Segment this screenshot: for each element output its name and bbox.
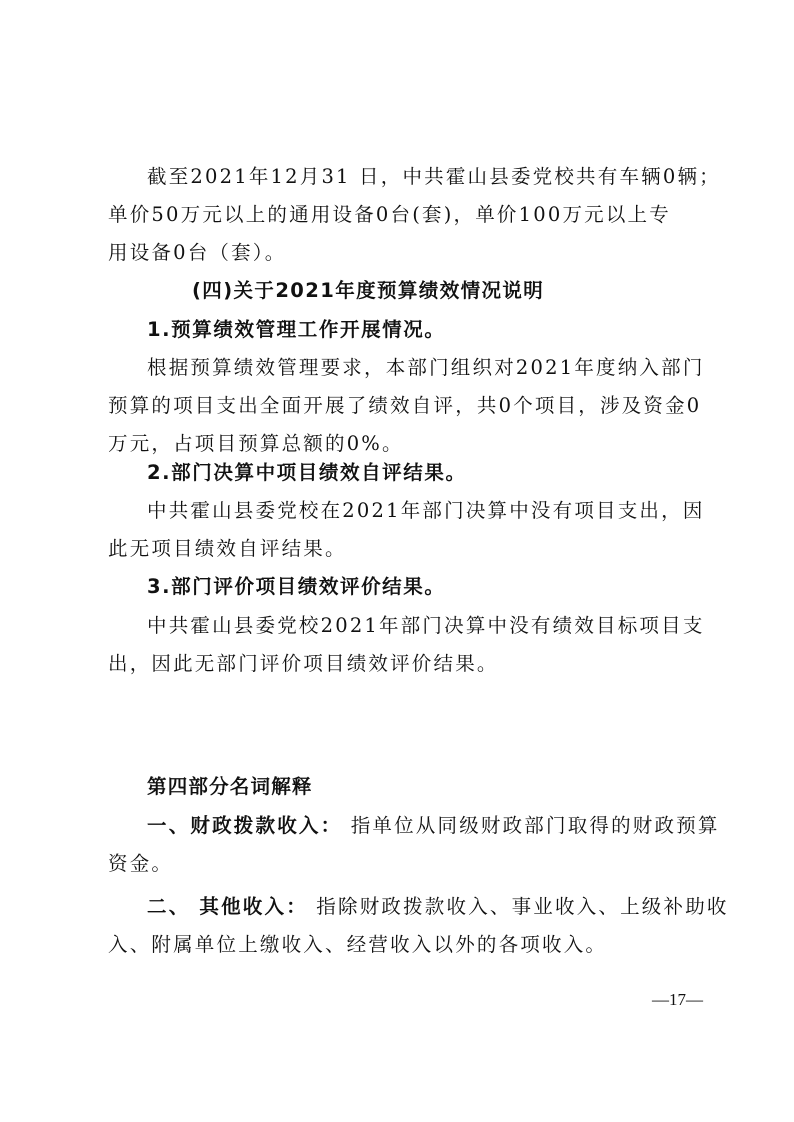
term-2-continuation: 入、附属单位上缴收入、经营收入以外的各项收入。 — [108, 933, 608, 956]
term-2-name: 二、 其他收入： — [147, 895, 308, 918]
item3-title: 3.部门评价项目绩效评价结果。 — [147, 575, 446, 598]
item2-title: 2.部门决算中项目绩效自评结果。 — [147, 461, 467, 484]
section-title: 第四部分名词解释 — [147, 775, 313, 798]
item3-line-2: 出，因此无部门评价项目绩效评价结果。 — [108, 652, 499, 675]
item2-line-2: 此无项目绩效自评结果。 — [108, 537, 347, 560]
item1-line-1: 根据预算绩效管理要求，本部门组织对2021年度纳入部门 — [147, 356, 705, 379]
term-2-definition: 指除财政拨款收入、事业收入、上级补助收 — [307, 895, 729, 918]
item1-line-3: 万元，占项目预算总额的0%。 — [108, 432, 404, 455]
item1-title: 1.预算绩效管理工作开展情况。 — [147, 318, 446, 341]
glossary-term-1 — [147, 807, 720, 845]
item3-line-1: 中共霍山县委党校2021年部门决算中没有绩效目标项目支 — [147, 614, 705, 637]
vehicles-line-2: 单价50万元以上的通用设备0台(套)，单价100万元以上专 — [108, 203, 671, 226]
page-number: —17— — [652, 990, 703, 1009]
term-1-name: 一、财政拨款收入： — [147, 814, 343, 837]
term-1-definition: 指单位从同级财政部门取得的财政预算 — [342, 814, 720, 837]
glossary-term-2 — [147, 888, 729, 926]
term-1-continuation: 资金。 — [108, 852, 174, 875]
vehicles-line-1: 截至2021年12月31 日，中共霍山县委党校共有车辆0辆； — [147, 165, 721, 188]
vehicles-line-3: 用设备0台（套）。 — [108, 241, 287, 264]
item2-line-1: 中共霍山县委党校在2021年部门决算中没有项目支出，因 — [147, 499, 705, 522]
item1-line-2: 预算的项目支出全面开展了绩效自评，共0个项目，涉及资金0 — [108, 394, 702, 417]
performance-heading: (四)关于2021年度预算绩效情况说明 — [192, 279, 545, 302]
